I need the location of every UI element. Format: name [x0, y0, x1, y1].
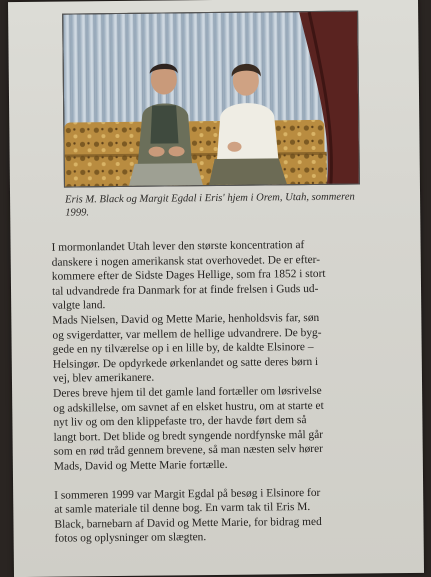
text-line: Deres breve hjem til det gamle land fortæller om løsrivelse — [53, 384, 322, 400]
text-line: nyt liv og om den klippefaste tro, der havde ført dem så — [53, 414, 307, 429]
paragraph-2 — [52, 310, 395, 387]
paragraph-4 — [54, 485, 397, 547]
text-line: Mads, David og Mette Marie fortælle. — [53, 458, 228, 473]
text-line: langt bort. Det blide og bredt syngende nordfynske mål går — [53, 428, 324, 444]
caption-text: Eris M. Black og Margit Egdal i Eris' hjem i Orem, Utah, sommeren 1999. — [65, 191, 355, 219]
text-line: valgte land. — [52, 299, 106, 313]
text-line: fotos og oplysninger om slægten. — [54, 531, 207, 545]
text-line: og svigerdatter, var mellem de hellige udvandrere. De byg- — [52, 326, 322, 342]
text-line: kommere efter de Sidste Dages Hellige, som fra 1852 i stort — [51, 268, 326, 283]
text-line: Black, barnebarn af David og Mette Marie, for bidrag med — [54, 515, 322, 531]
photo-illustration — [63, 11, 359, 186]
body-text — [52, 237, 397, 546]
text-line: vej, blev amerikanere. — [52, 371, 155, 386]
photo-caption — [65, 190, 365, 219]
text-line: tal udvandrede fra Danmark for at finde frelsen i Guds ud- — [51, 282, 319, 298]
text-line: gede en ny tilværelse op i en lille by, de kaldte Elsinore – — [52, 341, 314, 356]
text-line: Helsingør. De opdyrkede ørkenlandet og satte deres børn i — [52, 355, 319, 371]
text-line: og adskillelse, om savnet af en elsket hustru, om at starte et — [53, 399, 324, 415]
paragraph-1 — [52, 237, 395, 314]
text-line: I sommeren 1999 var Margit Egdal på besøg i Elsinore for — [54, 486, 321, 502]
text-line: Mads Nielsen, David og Mette Marie, henholdsvis far, søn — [52, 311, 320, 327]
text-line: I mormonlandet Utah lever den største koncentration af — [51, 239, 305, 254]
cover-photo — [62, 10, 360, 187]
book-back-cover — [8, 0, 424, 577]
paragraph-3 — [53, 383, 396, 474]
text-line: danskere i nogen amerikansk stat overhovedet. De er efter- — [51, 253, 321, 269]
text-line: at samle materiale til denne bog. En varm tak til Eris M. — [54, 501, 311, 516]
text-line: som en rød tråd gennem brevene, så man næsten selv hører — [53, 443, 323, 459]
